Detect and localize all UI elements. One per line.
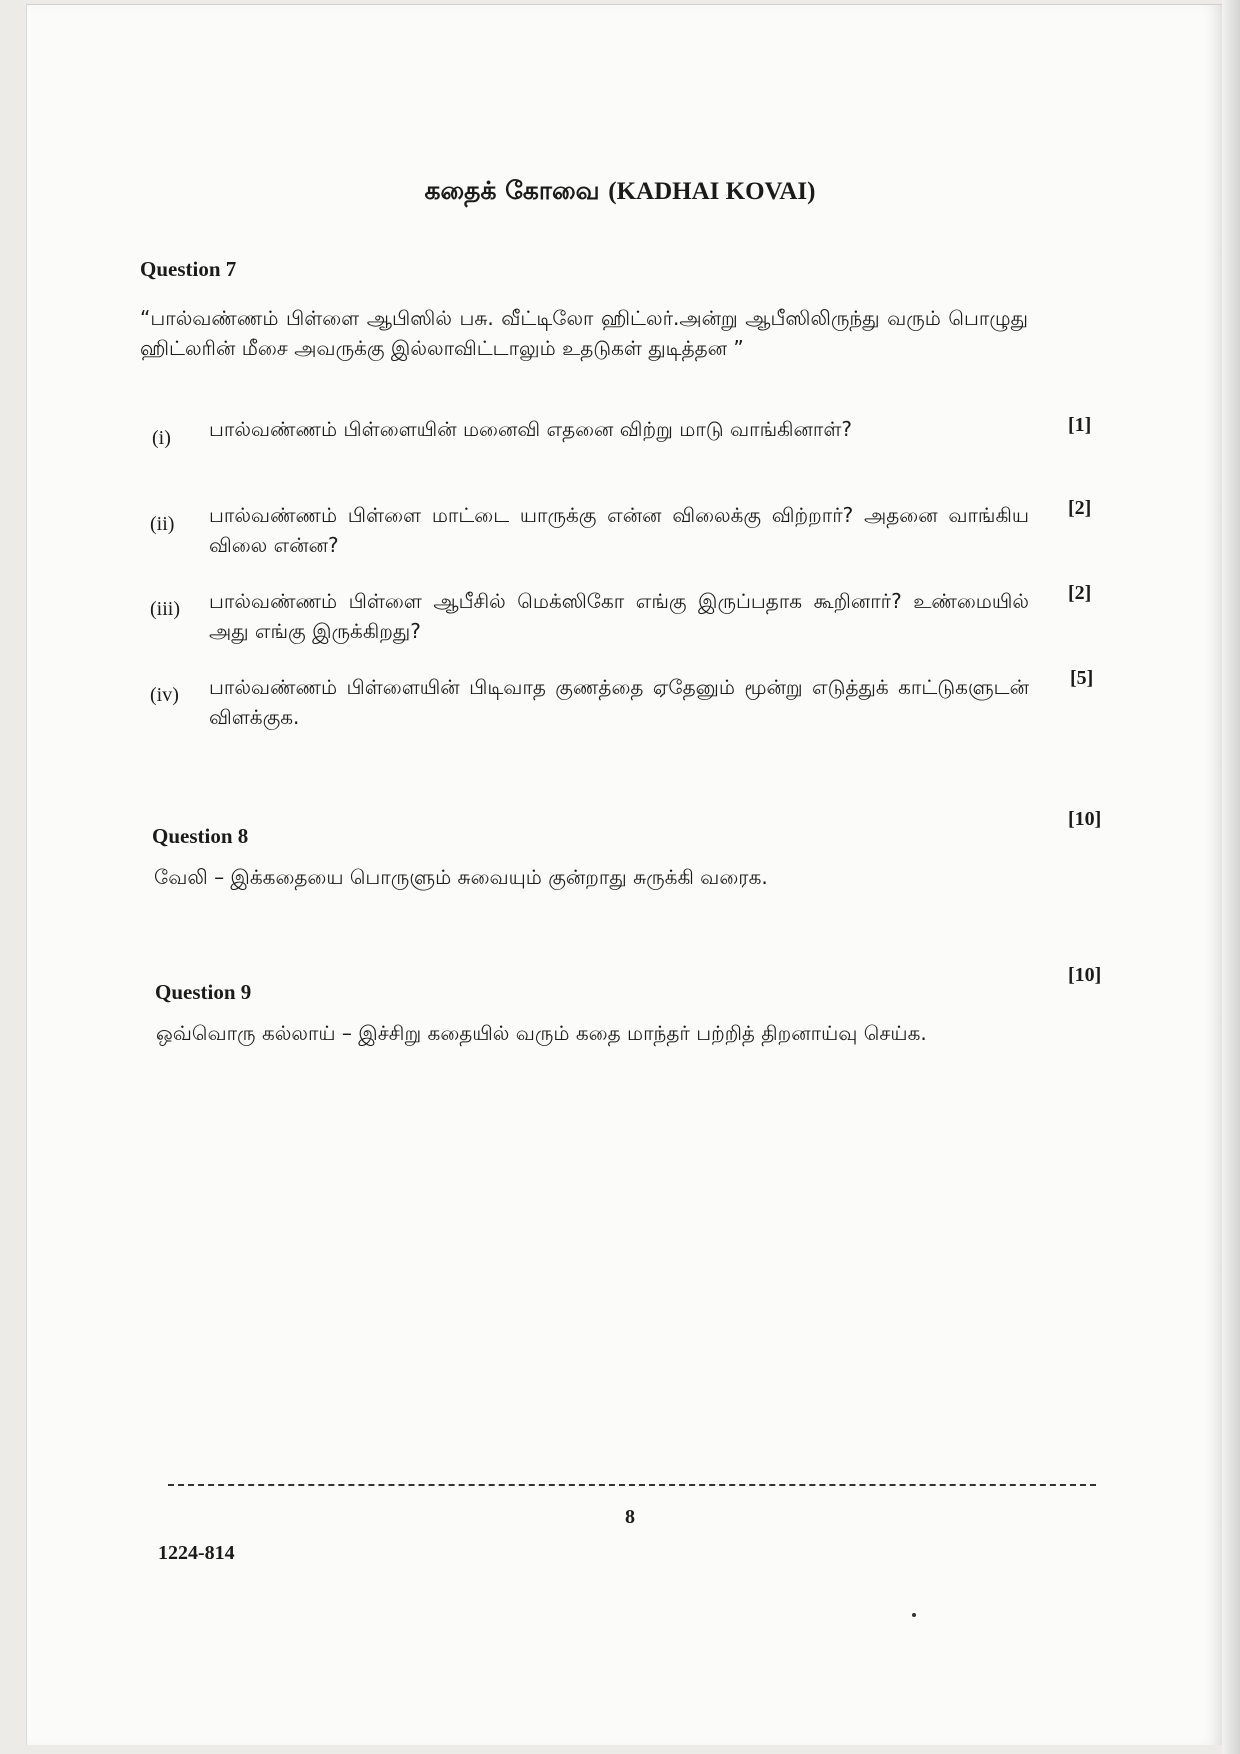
q7-part-1-text: பால்வண்ணம் பிள்ளையின் மனைவி எதனை விற்று மாடு வாங்கினாள்? — [209, 417, 852, 441]
paper-code: 1224-814 — [158, 1542, 235, 1564]
question-9-marks: [10] — [1068, 964, 1102, 986]
ink-speck — [912, 1613, 916, 1617]
q7-part-3-text: பால்வண்ணம் பிள்ளை ஆபீசில் மெக்ஸிகோ எங்கு இருப்பதாக கூறினார்? உண்மையில் அது எங்கு இருக்கிறது? — [209, 589, 1029, 643]
question-8-text: வேலி – இக்கதையை பொருளும் சுவையும் குன்றாது சுருக்கி வரைக. — [154, 865, 768, 889]
page-edge-shadow — [1222, 0, 1240, 1754]
section-title — [0, 176, 1240, 209]
q7-part-2-number: (ii) — [150, 513, 175, 535]
section-title-latin: (KADHAI KOVAI) — [608, 178, 816, 205]
section-title-tamil: கதைக் கோவை — [424, 176, 600, 205]
q7-part-1-marks: [1] — [1068, 414, 1092, 436]
q7-part-4-text: பால்வண்ணம் பிள்ளையின் பிடிவாத குணத்தை ஏதேனும் மூன்று எடுத்துக் காட்டுகளுடன் விளக்குக. — [209, 675, 1029, 729]
q7-part-4-number: (iv) — [150, 684, 179, 706]
q7-part-4-marks: [5] — [1070, 667, 1094, 689]
question-8-heading: Question 8 — [152, 824, 249, 848]
q7-part-1-number: (i) — [152, 427, 171, 449]
question-7-quote: “பால்வண்ணம் பிள்ளை ஆபிஸில் பசு. வீட்டிலோ ஹிட்லர்.அன்று ஆபீஸிலிருந்து வரும் பொழுது ஹிட்லரின் மீசை அவருக்கு இல்லாவிட்டாலும் உதடுகள் துடித்தன ” — [140, 306, 1028, 360]
question-9-text: ஒவ்வொரு கல்லாய் – இச்சிறு கதையில் வரும் கதை மாந்தர் பற்றித் திறனாய்வு செய்க. — [156, 1021, 927, 1045]
question-7-heading: Question 7 — [140, 257, 237, 281]
q7-part-3-marks: [2] — [1068, 582, 1092, 604]
page-number: 8 — [625, 1506, 635, 1528]
question-9-heading: Question 9 — [155, 980, 252, 1004]
q7-part-3-number: (iii) — [150, 598, 180, 620]
footer-dashed-rule — [168, 1484, 1096, 1486]
q7-part-2-marks: [2] — [1068, 497, 1092, 519]
q7-part-2-text: பால்வண்ணம் பிள்ளை மாட்டை யாருக்கு என்ன விலைக்கு விற்றார்? அதனை வாங்கிய விலை என்ன? — [209, 503, 1029, 557]
question-8-marks: [10] — [1068, 808, 1102, 830]
